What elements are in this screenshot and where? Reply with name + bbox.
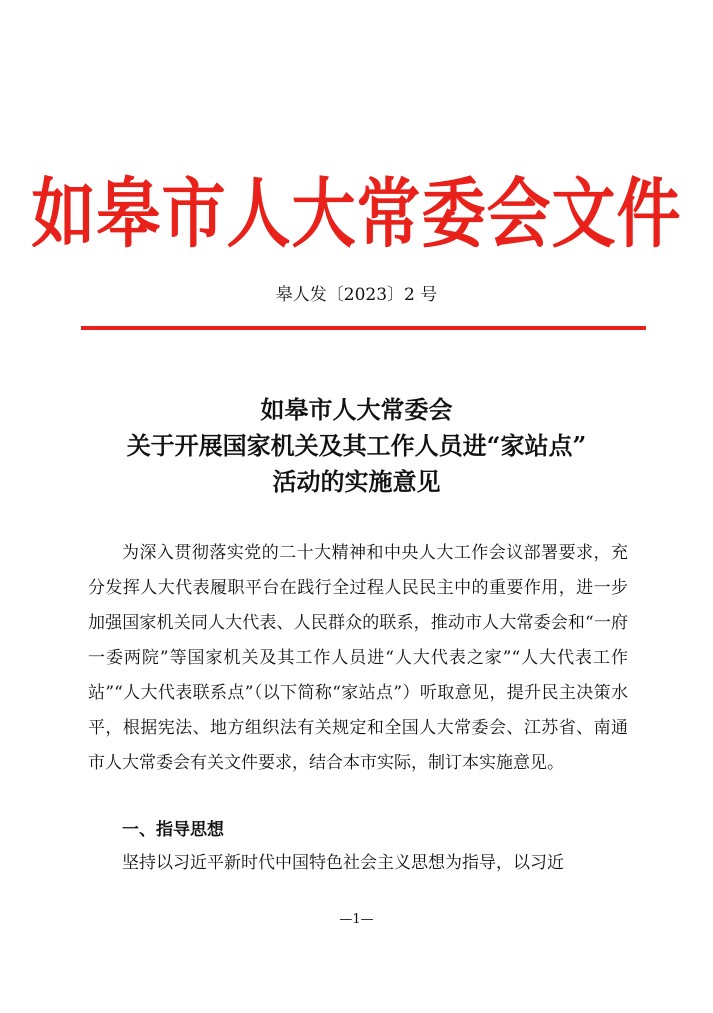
body-paragraph-intro: 为深入贯彻落实党的二十大精神和中央人大工作会议部署要求，充分发挥人大代表履职平台在践行全过程人民民主中的重要作用，进一步加强国家机关同人大代表、人民群众的联系，推动市人大常委会和“一府一委两院”等国家机关及其工作人员进“人大代表之家”“人大代表工作站”“人大代表联系点”（以下简称“家站点”）听取意见，提升民主决策水平，根据宪法、地方组织法有关规定和全国人大常委会、江苏省、南通市人大常委会有关文件要求，结合本市实际，制订本实施意见。 [88,543,628,773]
body-paragraph-guiding-ideology: 坚持以习近平新时代中国特色社会主义思想为指导，以习近 [122,853,564,873]
agency-header-title: 如皋市人大常委会文件 [31,170,682,259]
red-separator-line [81,326,646,330]
page-number: —1— [339,912,374,927]
document-number: 皋人发〔2023〕2 号 [275,285,438,305]
document-title-line-2: 关于开展国家机关及其工作人员进“家站点” [126,431,587,460]
document-title-line-3: 活动的实施意见 [272,467,441,496]
section-heading-guiding-ideology: 一、指导思想 [122,820,224,840]
document-title-line-1: 如皋市人大常委会 [260,395,453,424]
